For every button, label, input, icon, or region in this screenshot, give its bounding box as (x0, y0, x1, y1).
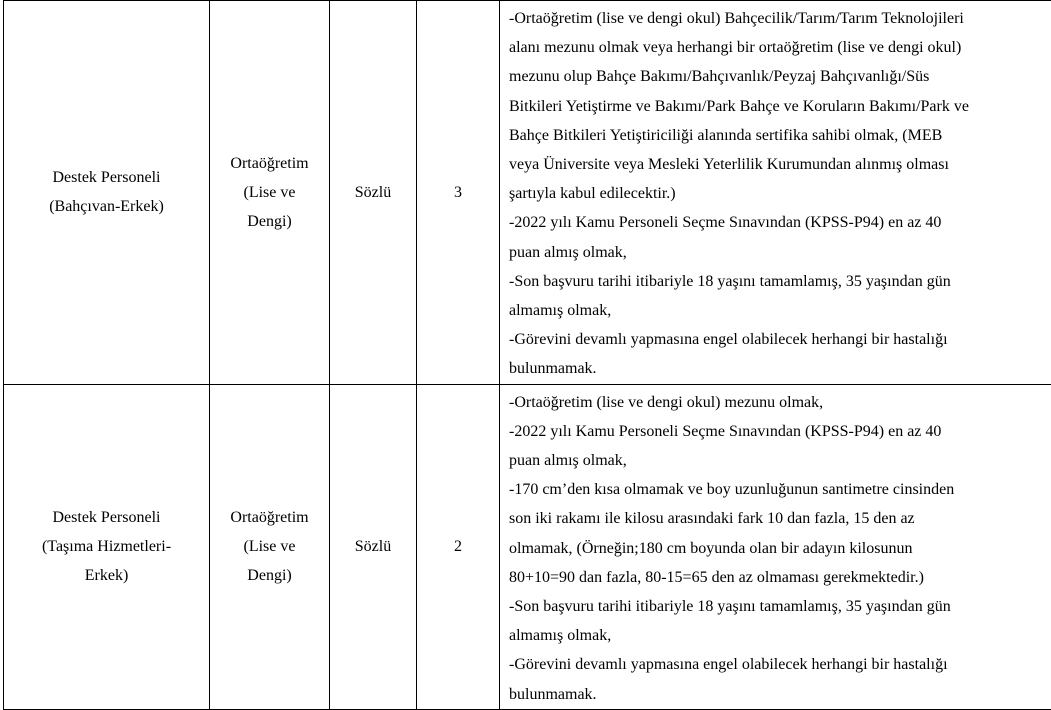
requirement-line: Bahçe Bitkileri Yetiştiriciliği alanında sertifika sahibi olmak, (MEB (509, 121, 1051, 150)
positions-table (3, 0, 1051, 710)
requirement-line: bulunmamak. (509, 680, 1051, 709)
exam-type-cell (330, 384, 417, 709)
requirement-line: olmamak, (Örneğin;180 cm boyunda olan bir adayın kilosunun (509, 534, 1051, 563)
requirement-line: son iki rakamı ile kilosu arasındaki fark 10 dan fazla, 15 den az (509, 504, 1051, 533)
education-level-line-group (210, 503, 329, 591)
position-count-cell (417, 1, 500, 385)
requirement-line: -Ortaöğretim (lise ve dengi okul) mezunu olmak, (509, 388, 1051, 417)
exam-type-cell (330, 1, 417, 385)
position-title-cell (4, 384, 210, 709)
requirement-line: puan almış olmak, (509, 238, 1051, 267)
requirement-line: -Görevini devamlı yapmasına engel olabilecek herhangi bir hastalığı (509, 325, 1051, 354)
requirement-line: -170 cm’den kısa olmamak ve boy uzunluğunun santimetre cinsinden (509, 475, 1051, 504)
positions-table-body (4, 1, 1051, 710)
requirement-line: veya Üniversite veya Mesleki Yeterlilik Kurumundan alınmış olması (509, 150, 1051, 179)
education-level-line: (Lise ve (210, 532, 329, 561)
education-level-cell (210, 1, 330, 385)
requirement-line: puan almış olmak, (509, 446, 1051, 475)
education-level-line: (Lise ve (210, 178, 329, 207)
table-row (4, 1, 1051, 385)
requirement-line: bulunmamak. (509, 354, 1051, 383)
table-row (4, 384, 1051, 709)
exam-type: Sözlü (355, 538, 391, 555)
requirement-line-group (509, 385, 1051, 709)
position-title-line-group (4, 503, 209, 591)
education-level-line: Dengi) (210, 561, 329, 590)
requirement-line: -Son başvuru tarihi itibariyle 18 yaşını tamamlamış, 35 yaşından gün (509, 592, 1051, 621)
position-title-line: Destek Personeli (4, 503, 209, 532)
requirement-line: Bitkileri Yetiştirme ve Bakımı/Park Bahçe ve Koruların Bakımı/Park ve (509, 92, 1051, 121)
requirement-line: alanı mezunu olmak veya herhangi bir ortaöğretim (lise ve dengi okul) (509, 33, 1051, 62)
requirements-cell (500, 1, 1051, 385)
requirement-line: -Ortaöğretim (lise ve dengi okul) Bahçecilik/Tarım/Tarım Teknolojileri (509, 4, 1051, 33)
position-title-line: Destek Personeli (4, 163, 209, 192)
requirements-cell (500, 384, 1051, 709)
education-level-line: Ortaöğretim (210, 149, 329, 178)
position-count: 3 (454, 184, 462, 201)
education-level-cell (210, 384, 330, 709)
requirement-line: almamış olmak, (509, 296, 1051, 325)
requirement-line-group (509, 1, 1051, 384)
position-count-cell (417, 384, 500, 709)
exam-type: Sözlü (355, 184, 391, 201)
education-level-line: Dengi) (210, 207, 329, 236)
requirement-line: -2022 yılı Kamu Personeli Seçme Sınavından (KPSS-P94) en az 40 (509, 208, 1051, 237)
requirement-line: mezunu olup Bahçe Bakımı/Bahçıvanlık/Peyzaj Bahçıvanlığı/Süs (509, 62, 1051, 91)
position-count: 2 (454, 538, 462, 555)
education-level-line-group (210, 149, 329, 237)
position-title-line-group (4, 163, 209, 221)
education-level-line: Ortaöğretim (210, 503, 329, 532)
position-title-line: (Bahçıvan-Erkek) (4, 192, 209, 221)
requirement-line: almamış olmak, (509, 621, 1051, 650)
position-title-line: (Taşıma Hizmetleri- (4, 532, 209, 561)
position-title-cell (4, 1, 210, 385)
position-title-line: Erkek) (4, 561, 209, 590)
requirement-line: 80+10=90 dan fazla, 80-15=65 den az olmaması gerekmektedir.) (509, 563, 1051, 592)
requirement-line: şartıyla kabul edilecektir.) (509, 179, 1051, 208)
requirement-line: -2022 yılı Kamu Personeli Seçme Sınavından (KPSS-P94) en az 40 (509, 417, 1051, 446)
requirement-line: -Görevini devamlı yapmasına engel olabilecek herhangi bir hastalığı (509, 650, 1051, 679)
requirement-line: -Son başvuru tarihi itibariyle 18 yaşını tamamlamış, 35 yaşından gün (509, 267, 1051, 296)
